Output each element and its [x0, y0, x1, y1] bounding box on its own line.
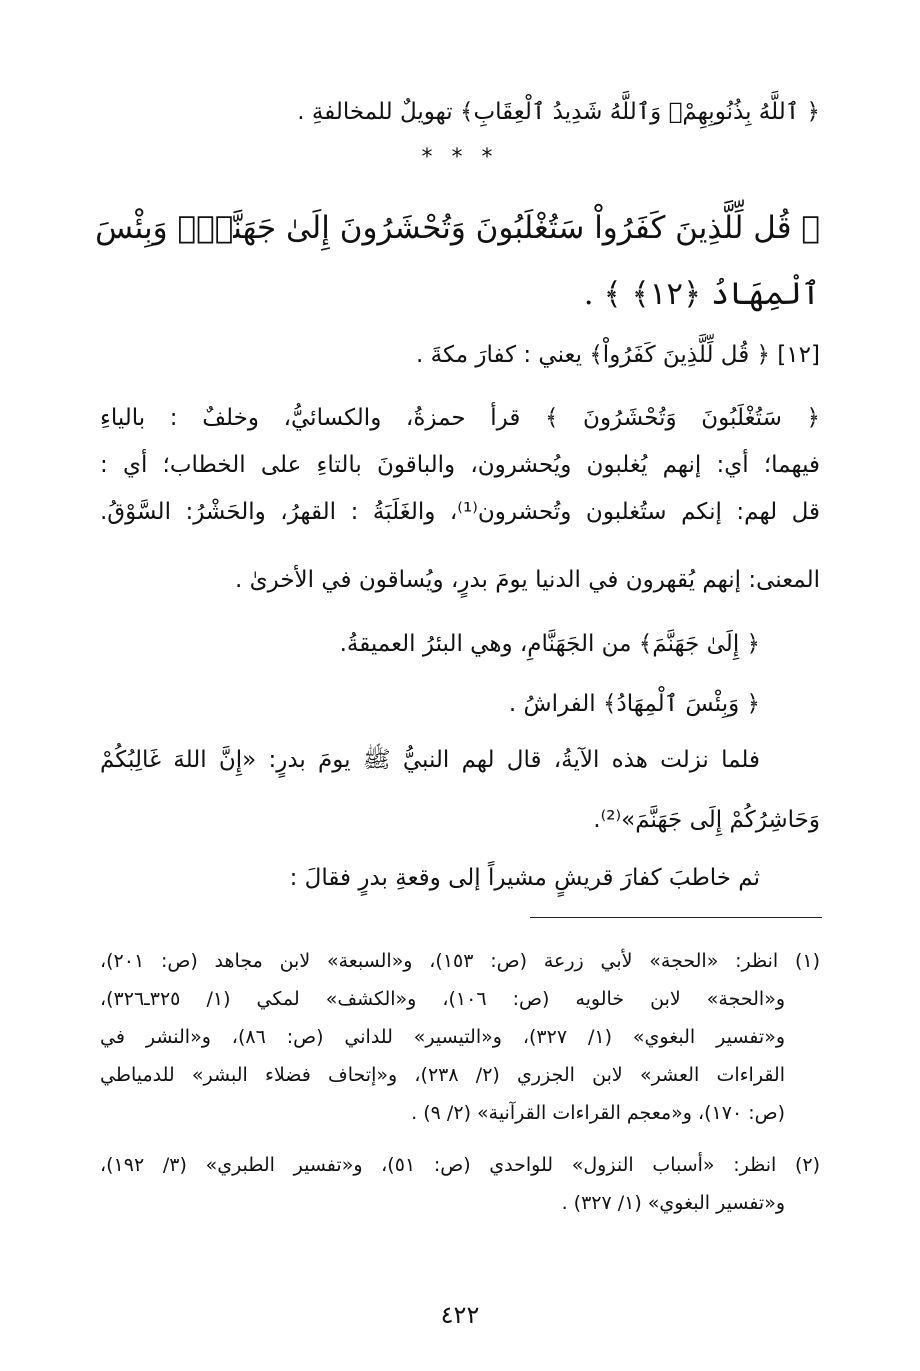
paragraph-verse-12: [١٢] ﴿ قُل لِّلَّذِينَ كَفَرُواْ﴾ يعني : كفارَ مكةَ . [416, 342, 820, 368]
paragraph-readings-line-3: قل لهم: إنكم ستُغلبون وتُحشرون⁽¹⁾، والغَلَبَةُ : القهرُ، والحَشْرُ: السَّوْقُ. [100, 499, 821, 525]
quran-verse-line-2: ٱلْمِهَادُ ﴿١٢﴾ ﴾ . [583, 276, 820, 312]
footnote-1-line-2: و«الحجة» لابن خالويه (ص: ١٠٦)، و«الكشف» لمكي (١/ ٣٢٥ـ٣٢٦)، [100, 988, 785, 1010]
paragraph-readings-line-1: ﴿ سَتُغْلَبُونَ وَتُحْشَرُونَ ﴾ قرأ حمزةُ، والكسائيُّ، وخلفٌ : بالياءِ [100, 405, 820, 431]
paragraph-jahannam: ﴿ إِلَىٰ جَهَنَّمَ﴾ من الجَهَنَّامِ، وهي البئرُ العميقةُ. [339, 631, 760, 657]
paragraph-readings-line-2: فيهما؛ أي: إنهم يُغلبون ويُحشرون، والباقونَ بالتاءِ على الخطاب؛ أي : [100, 452, 820, 478]
section-separator: * * * [421, 145, 499, 170]
page-number: ٤٢٢ [440, 1301, 480, 1329]
paragraph-address: ثم خاطبَ كفارَ قريشٍ مشيراً إلى وقعةِ بدرٍ فقالَ : [289, 865, 760, 891]
paragraph-hadith-line-2: وَحَاشِرُكُمْ إِلَى جَهَنَّمَ»⁽²⁾. [593, 807, 820, 833]
paragraph-readings-line-4: المعنى: إنهم يُقهرون في الدنيا يومَ بدرٍ، ويُساقون في الأخرىٰ . [235, 567, 820, 593]
footnote-1-line-5: (ص: ١٧٠)، و«معجم القراءات القرآنية» (٢/ ٩) . [411, 1102, 785, 1124]
quran-verse-line-1: ﴿ قُل لِّلَّذِينَ كَفَرُواْ سَتُغْلَبُونَ وَتُحْشَرُونَ إِلَىٰ جَهَنَّمَۖ وَبِئْسَ [95, 210, 820, 246]
paragraph-mihad: ﴿ وَبِئْسَ ٱلْمِهَادُ﴾ الفراشُ . [508, 691, 760, 717]
intro-line: ﴿ ٱللَّهُ بِذُنُوبِهِمْۗ وَٱللَّهُ شَدِيدُ ٱلْعِقَابِ﴾ تهويلٌ للمخالفةِ . [297, 99, 820, 125]
footnote-1-line-3: و«تفسير البغوي» (١/ ٣٢٧)، و«التيسير» للداني (ص: ٨٦)، و«النشر في [100, 1026, 785, 1048]
footnote-separator [530, 917, 822, 918]
footnote-1-line-1: (١) انظر: «الحجة» لأبي زرعة (ص: ١٥٣)، و«السبعة» لابن مجاهد (ص: ٢٠١)، [100, 950, 820, 972]
footnote-1-line-4: القراءات العشر» لابن الجزري (٢/ ٢٣٨)، و«إتحاف فضلاء البشر» للدمياطي [100, 1064, 785, 1086]
paragraph-hadith-line-1: فلما نزلت هذه الآيةُ، قال لهم النبيُّ ﷺ يومَ بدرٍ: «إِنَّ اللهَ غَالِبُكُمْ [100, 747, 760, 773]
footnote-2-line-2: و«تفسير البغوي» (١/ ٣٢٧) . [561, 1192, 785, 1214]
footnote-2-line-1: (٢) انظر: «أسباب النزول» للواحدي (ص: ٥١)، و«تفسير الطبري» (٣/ ١٩٢)، [100, 1154, 821, 1176]
